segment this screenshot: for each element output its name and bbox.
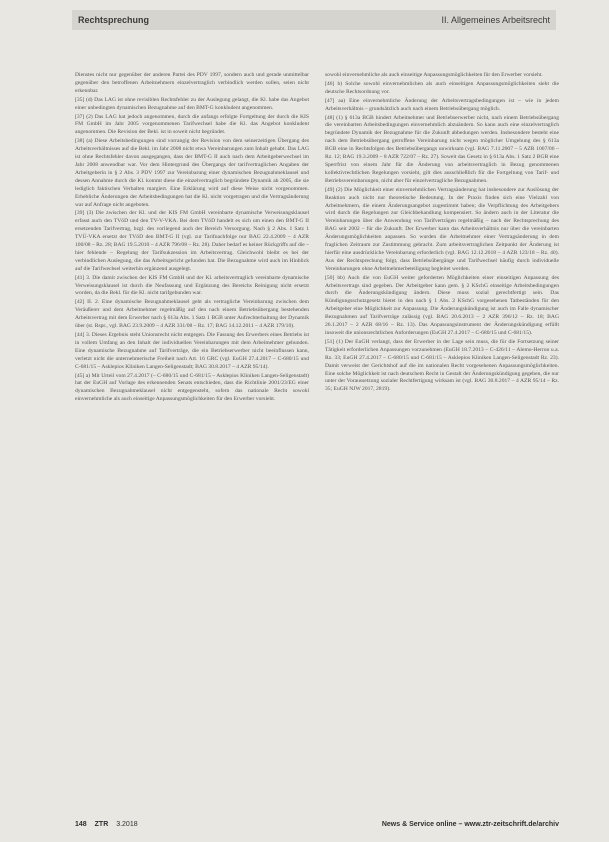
paragraph: [46] b) Solche sowohl einvernehmlichen als auch einseitigen Anpassungsmöglichkeiten sieht die deutsche Rechtsordnung vor. (325, 80, 559, 95)
journal-name: ZTR (94, 820, 109, 828)
paragraph: [37] (2) Das LAG hat jedoch angenommen, durch die anfangs erfolgte Fortgeltung der durch die KIS FM GmbH im Jahr 2005 vorgenommenen Tarifwechsel habe die Kl. das Angebot konkludent angenommen. Die Revision der Bekl. ist in soweit nicht begründet. (75, 113, 309, 136)
left-column (75, 72, 309, 814)
footer-link[interactable]: News & Service online – www.ztr-zeitschrift.de/archiv (381, 820, 559, 828)
paragraph: [42] II. 2. Eine dynamische Bezugnahmeklausel geht als vertragliche Vereinbarung zwischen dem Veräußerer und dem Arbeitnehmer regelmäßig auf den nach einem Betriebsübergang bestehenden Arbeitsvertrag mit dem Erwerber nach § 613a Abs. 1 Satz 1 BGB unter Aufrechterhaltung der Dynamik über (st. Rspr., vgl. BAG 23.9.2009 – 4 AZR 331/08 – Rz. 17; BAG 14.12.2011 – 4 AZR 179/10). (75, 299, 309, 330)
page-footer (75, 818, 559, 830)
paragraph: [48] (1) § 613a BGB hindert Arbeitnehmer und Betriebserwerber nicht, nach einem Betriebsübergang die vereinbarten Arbeitsbedingungen einvernehmlich abzuändern. So kann auch eine einzelvertraglich begründete Dynamik der Bezugnahme für die Zukunft abbedungen werden. Insbesondere besteht eine nach dem Betriebsübergang getroffene Vereinbarung nicht wegen möglicher Umgehung des § 613a BGB eine in Rechtsfolgen des Betriebsübergangs unwirksam (vgl. BAG 7.11.2007 – 5 AZR 1007/06 – Rz. 12; BAG 19.3.2009 – 8 AZR 722/07 – Rz. 27). Soweit das Gesetz in § 613a Abs. 1 Satz 2 BGB eine Sperrfrist von einem Jahr für die Änderung von arbeitsvertraglich in Bezug genommenen kollektivrechtlichen Regelungen vorsieht, gilt dies ausschließlich für die Fortgeltung von Tarif- und Betriebsvereinbarungen, nicht aber für einzelvertragliche Bezugnahmen. (325, 114, 559, 184)
paragraph: [45] a) Mit Urteil vom 27.4.2017 (– C-680/15 und C-681/15 – Asklepios Kliniken Langen-Seligenstadt) hat der EuGH auf Vorlage des erkennenden Senats entschieden, dass die Richtlinie 2001/23/EG einer dynamischen Bezugnahmeklausel nicht entgegensteht, sofern das nationale Recht sowohl einvernehmliche als auch einseitige Anpassungsmöglichkeiten für den Erwerber vorsieht. (75, 372, 309, 403)
subsection-label: II. Allgemeines Arbeitsrecht (441, 15, 550, 25)
paragraph: [38] (a) Diese Arbeitsbedingungen sind vorrangig der Revision von dem seinerzeitigen Übergang des Arbeitsverhältnisses auf die Bekl. im Jahr 2008 nicht etwa Vereinbarungen zum Inhalt gehabt. Das LAG ist ohne Rechtsfehler davon ausgegangen, dass der BMT-G II auch nach dem Arbeitgeberwechsel im Jahr 2008 anwendbar war. Vor dem Hintergrund des Übergangs der tarifvertraglichen Angaben der Arbeitgeberin in § 2 Abs. 3 PDV 1997 zur Vereinbarung einer dynamischen Bezugnahmeklausel und dessen Annahme durch die Kl. kommt diese die einzelvertraglich begründete Dynamik ab 2005, die sie lediglich faktischen Verhalten margiert. Eine Erklärung wird auf diese Weise nicht vorgenommen. Erhebliche Änderungen der Arbeitsbedingungen hat die Kl. nicht vorgetragen und die Vertragsänderung war auf Anfrage nicht angeboten. (75, 138, 309, 208)
paragraph: [41] 3. Die damit zwischen der KIS FM GmbH und der Kl. arbeitsvertraglich vereinbarte dynamische Verweisungsklausel ist durch die Neufassung und Ergänzung des Bereichs Reinigung nicht ersetzt worden, da die Bekl. für die Kl. nicht tarifgebunden war. (75, 274, 309, 297)
paragraph: Dienstes nicht nur gegenüber der anderen Partei des PDV 1997, sondern auch und gerade unmittelbar gegenüber den betroffenen Arbeitnehmern einzelvertraglich verbindlich werden sollen, seien nicht erkennbar. (75, 72, 309, 94)
section-label: Rechtsprechung (78, 15, 150, 25)
article-body (75, 72, 559, 814)
paragraph: [35] (d) Das LAG ist ohne revisiblen Rechtsfehler zu der Auslegung gelangt, die Kl. habe das Angebot einer unbedingten dynamischen Bezugnahme auf den BMT-G konkludent angenommen. (75, 96, 309, 111)
running-header (72, 10, 556, 30)
paragraph: sowohl einvernehmliche als auch einseitige Anpassungsmöglichkeiten für den Erwerber vorsieht. (325, 72, 543, 78)
right-column (325, 72, 559, 814)
page-number: 148 (75, 820, 87, 828)
journal-issue: 3.2018 (116, 820, 138, 828)
paragraph: [44] 3. Dieses Ergebnis steht Unionsrecht nicht entgegen. Die Fassung des Erwerbers eines Betriebs ist in vollem Umfang an den Inhalt der individuellen Vereinbarungen mit dem Arbeitnehmer gebunden. Eine dynamische Bezugnahme auf Tarifverträge, die ein Betriebserwerber nicht beeinflussen kann, verletzt nicht die unternehmerische Freiheit nach Art. 16 GRC (vgl. EuGH 27.4.2017 – C-680/15 und C-681/15 – Asklepios Kliniken Langen-Seligenstadt; BAG 30.8.2017 – 4 AZR 95/14). (75, 332, 309, 370)
paragraph: [47] aa) Eine einvernehmliche Änderung der Arbeitsvertragsbedingungen ist – wie in jedem Arbeitsverhältnis – grundsätzlich auch nach einem Betriebsübergang möglich. (325, 97, 559, 112)
paragraph: [49] (2) Die Möglichkeit einer einvernehmlichen Vertragsänderung hat insbesondere zur Auslösung der Reaktion auch nicht nur theoretische Bedeutung. In der Praxis finden sich eine Vielzahl von Arbeitnehmern, die einem Änderungsangebot zugestimmt haben; die Verpflichtung des Arbeitgebers wird durch die Regelungen zur Gleichbehandlung kompensiert. So ändern auch in der Literatur die Vereinbarungen über die Anwendung von Tarifverträgen regelmäßig – nach der Rechtsprechung des BAG seit 2002 – für die Zukunft. Der Erwerber kann das Arbeitsverhältnis nur über die vereinbarten Änderungsmöglichkeiten anpassen. So wurden die Arbeitnehmer einer Vertragsänderung in dem fraglichen Zeitraum zur Zustimmung gebracht. Zum arbeitsvertraglichen Zeitpunkt der Änderung ist hierfür eine ausdrückliche Vereinbarung erforderlich (vgl. BAG 12.12.2018 – 4 AZR 123/18 – Rz. 40). Aus der Rechtsprechung folgt, dass Betriebsübergänge und Tarifwechsel häufig durch individuelle Vereinbarungen ohne Arbeitnehmerbeteiligung begleitet werden. (325, 186, 559, 272)
footer-left (75, 821, 144, 828)
paragraph: [39] (3) Die zwischen der Kl. und der KIS FM GmbH vereinbarte dynamische Verweisungsklausel erfasst auch den TVöD und den TV-V-VKA. Bei dem TVöD handelt es sich um einen den BMT-G II ersetzenden Tarifvertrag, bzgl. des vorliegend auch der Bereich Versorgung. Nach § 2 Abs. 1 Satz 1 TVÜ-VKA ersetzt der TVöD den BMT-G II (vgl. zur Tarifnachfolge nur BAG 22.4.2009 – 4 AZR 100/08 – Rz. 28; BAG 19.5.2010 – 4 AZR 796/08 – Rz. 28). Daher bedarf es keiner Rückgriffs auf die – hier fehlende – Regelung der Tarifsukzession im Arbeitsvertrag. Gleichwohl bleibt es bei der verbindlichen Auslegung, die das Arbeitsgericht gefunden hat. Die Bezugnahme wird auch im Hinblick auf die Tarifwechsel weiterhin ergänzend ausgelegt. (75, 210, 309, 272)
paragraph: [50] bb) Auch die von EuGH weiter geforderten Möglichkeiten einer einseitigen Anpassung des Arbeitsvertrags sind gegeben. Der Arbeitgeber kann gem. § 2 KSchG einseitige Arbeitsbedingungen durch die Änderungskündigung ändern. Diese muss sozial gerechtfertigt sein. Das Kündigungsschutzgesetz bietet in den nach § 1 Abs. 2 KSchG vorgesehenen Tatbeständen für den Arbeitgeber eine Möglichkeit zur Anpassung. Die Änderungskündigung ist auch im Falle dynamischer Bezugnahmen auf Tarifverträge zulässig (vgl. BAG 20.6.2013 – 2 AZR 396/12 – Rz. 18; BAG 26.1.2017 – 2 AZR 68/16 – Rz. 13). Das Anpassungsinstrument der Änderungskündigung erfüllt insoweit die unionsrechtlichen Anforderungen (EuGH 27.4.2017 – C-680/15 und C-681/15). (325, 274, 559, 336)
paragraph: [51] (1) Der EuGH verlangt, dass der Erwerber in der Lage sein muss, die für die Fortsetzung seiner Tätigkeit erforderlichen Anpassungen vorzunehmen (EuGH 18.7.2013 – C-426/11 – Alemo-Herron u.a. Rz. 33; EuGH 27.4.2017 – C-680/15 und C-681/15 – Asklepios Kliniken Langen-Seligenstadt Rz. 23). Damit verweist der Gerichtshof auf die im nationalen Recht vorgesehenen Anpassungsmöglichkeiten. Eine solche Möglichkeit ist nach deutschem Recht in Gestalt der Änderungskündigung gegeben, die nur unter der Voraussetzung sozialer Rechtfertigung wirksam ist (vgl. BAG 30.8.2017 – 4 AZR 95/14 – Rz. 35; EuGH NJW 2017, 2819). (325, 338, 559, 393)
